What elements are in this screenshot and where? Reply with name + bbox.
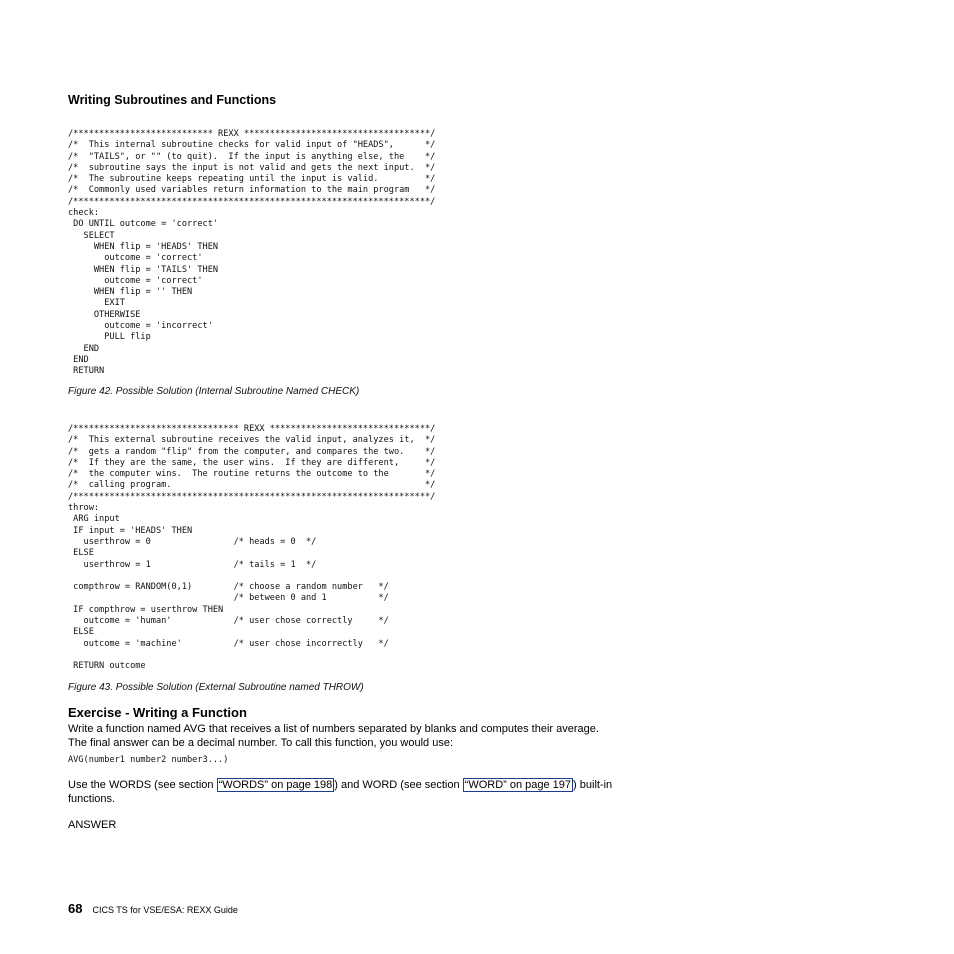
use-prefix-text: Use the WORDS (see section [68, 779, 217, 791]
avg-call-example: AVG(number1 number2 number3...) [68, 755, 229, 765]
use-middle-text: ) and WORD (see section [334, 779, 463, 791]
book-title: CICS TS for VSE/ESA: REXX Guide [92, 905, 238, 915]
page-footer [68, 900, 238, 918]
figure-42-caption: Figure 42. Possible Solution (Internal Subroutine Named CHECK) [68, 386, 360, 397]
page-number: 68 [68, 901, 83, 916]
code-listing-check: /*************************** REXX ************************************/ /* This internal subroutine checks for valid input of "HEADS", */ /* "TAILS", or "" (to quit). If the input is anything else, the */ /* subroutine says the input is not valid and gets the next input. */ /* The subroutine keeps repeating until the input is valid. */ /* Commonly used variables return information to the main program */ /*********************************************************************/ check: DO UNTIL outcome = 'correct' SELECT WHEN flip = 'HEADS' THEN outcome = 'correct' WHEN flip = 'TAILS' THEN outcome = 'correct' WHEN flip = '' THEN EXIT OTHERWISE outcome = 'incorrect' PULL flip END END RETURN [68, 129, 436, 377]
exercise-intro: Write a function named AVG that receives a list of numbers separated by blanks and computes their average. The final answer can be a decimal number. To call this function, you would use: [68, 723, 599, 749]
word-page-link[interactable]: “WORD” on page 197 [464, 779, 572, 791]
exercise-title: Exercise - Writing a Function [68, 705, 247, 720]
builtin-functions-paragraph [68, 778, 628, 806]
code-listing-throw: /******************************** REXX *******************************/ /* This external subroutine receives the valid input, analyzes it, */ /* gets a random "flip" from the computer, and compares the two. */ /* If they are the same, the user wins. If they are different, */ /* the computer wins. The routine returns the outcome to the */ /* calling program. */ /*********************************************************************/ throw: ARG input IF input = 'HEADS' THEN userthrow = 0 /* heads = 0 */ ELSE userthrow = 1 /* tails = 1 */ compthrow = RANDOM(0,1) /* choose a random number */ /* between 0 and 1 */ IF compthrow = userthrow THEN outcome = 'human' /* user chose correctly */ ELSE outcome = 'machine' /* user chose incorrectly */ RETURN outcome [68, 424, 436, 672]
section-header: Writing Subroutines and Functions [68, 93, 277, 107]
words-page-link[interactable]: “WORDS” on page 198 [218, 779, 333, 791]
figure-43-caption: Figure 43. Possible Solution (External Subroutine named THROW) [68, 682, 364, 693]
use-suffix-text: ) built-in functions. [68, 779, 613, 805]
answer-label: ANSWER [68, 819, 117, 831]
